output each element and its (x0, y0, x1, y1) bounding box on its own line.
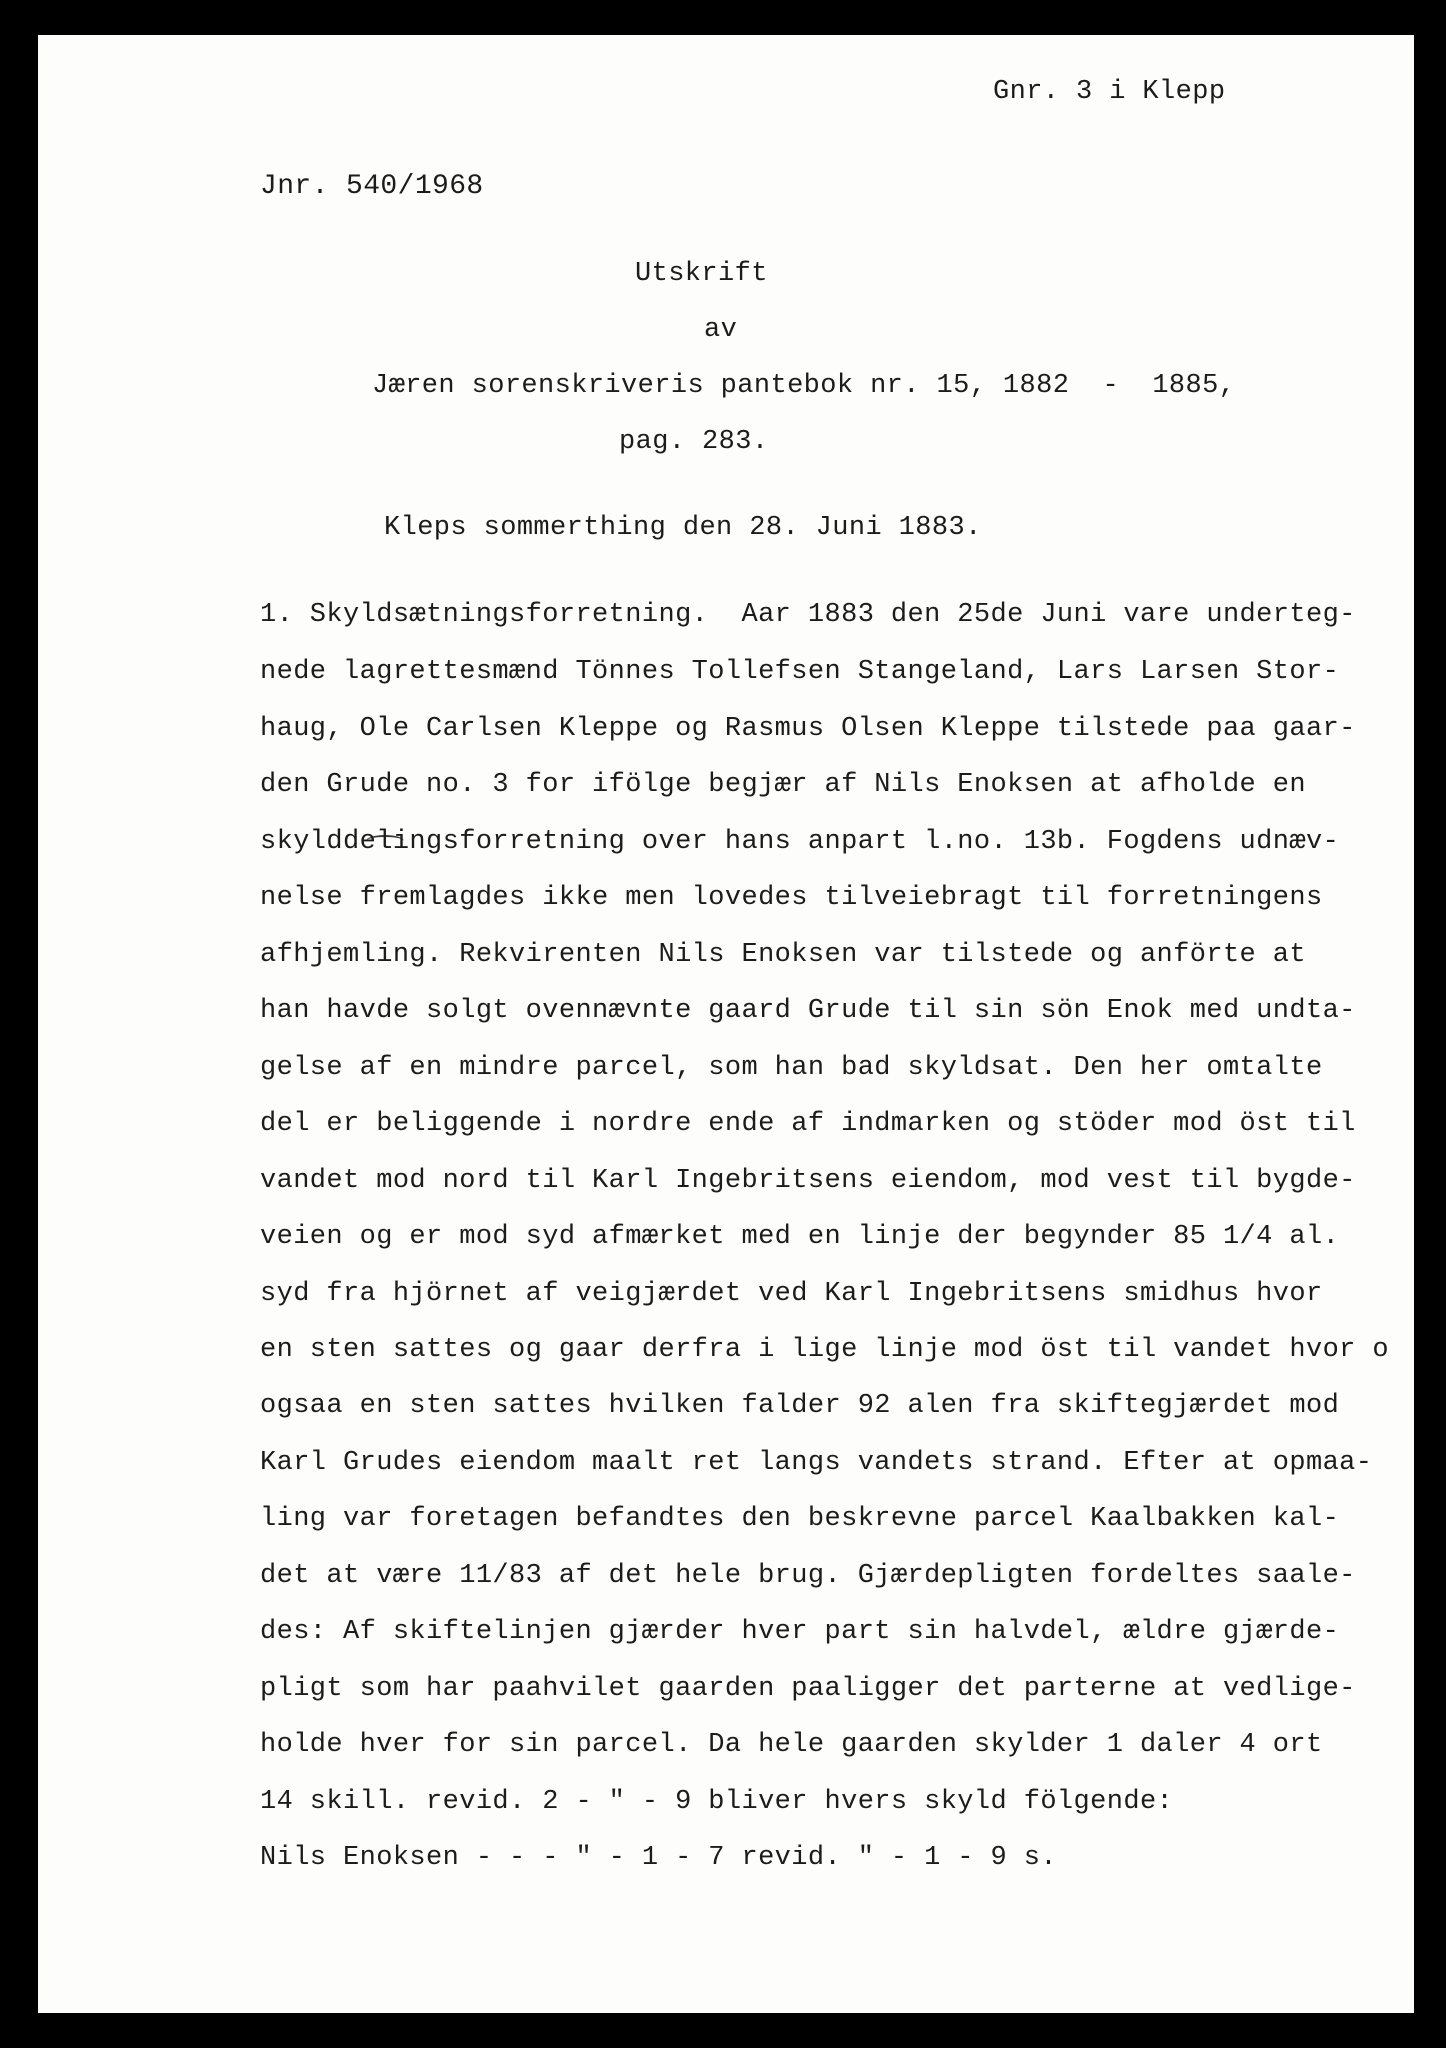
body-line: holde hver for sin parcel. Da hele gaarden skylder 1 daler 4 ort (260, 1730, 1323, 1760)
body-line: 14 skill. revid. 2 - " - 9 bliver hvers skyld fölgende: (260, 1787, 1174, 1817)
body-line: syd fra hjörnet af veigjærdet ved Karl Ingebritsens smidhus hvor (260, 1279, 1323, 1309)
body-line: vandet mod nord til Karl Ingebritsens eiendom, mod vest til bygde- (260, 1166, 1356, 1196)
body-line: ogsaa en sten sattes hvilken falder 92 alen fra skiftegjærdet mod (260, 1391, 1340, 1421)
body-line: afhjemling. Rekvirenten Nils Enoksen var tilstede og anförte at (260, 940, 1306, 970)
body-line: del er beliggende i nordre ende af indmarken og stöder mod öst til (260, 1109, 1356, 1139)
body-line: Nils Enoksen - - - " - 1 - 7 revid. " - 1 - 9 s. (260, 1843, 1057, 1873)
body-line: det at være 11/83 af det hele brug. Gjærdepligten fordeltes saale- (260, 1561, 1356, 1591)
body-line: veien og er mod syd afmærket med en linje der begynder 85 1/4 al. (260, 1222, 1340, 1252)
page-reference: pag. 283. (619, 427, 769, 457)
body-line: ling var foretagen befandtes den beskrevne parcel Kaalbakken kal- (260, 1504, 1340, 1534)
document-title: Utskrift (635, 259, 768, 289)
session-heading: Kleps sommerthing den 28. Juni 1883. (384, 513, 982, 543)
body-line: den Grude no. 3 for ifölge begjær af Nils Enoksen at afholde en (260, 770, 1306, 800)
title-av: av (704, 315, 738, 345)
source-reference: Jæren sorenskriveris pantebok nr. 15, 1882 - 1885, (372, 371, 1236, 401)
body-line: 1. Skyldsætningsforretning. Aar 1883 den 25de Juni vare underteg- (260, 600, 1356, 630)
document-page (38, 35, 1414, 2013)
body-line: Karl Grudes eiendom maalt ret langs vandets strand. Efter at opmaa- (260, 1448, 1373, 1478)
body-line: gelse af en mindre parcel, som han bad skyldsat. Den her omtalte (260, 1053, 1323, 1083)
journal-number: Jnr. 540/1968 (260, 171, 484, 202)
body-line: des: Af skiftelinjen gjærder hver part sin halvdel, ældre gjærde- (260, 1617, 1340, 1647)
body-line: skylddelingsforretning over hans anpart l.no. 13b. Fogdens udnæv- (260, 827, 1340, 857)
body-line: nelse fremlagdes ikke men lovedes tilveiebragt til forretningens (260, 883, 1323, 913)
body-line: nede lagrettesmænd Tönnes Tollefsen Stangeland, Lars Larsen Stor- (260, 657, 1340, 687)
body-line: haug, Ole Carlsen Kleppe og Rasmus Olsen Kleppe tilstede paa gaar- (260, 714, 1356, 744)
body-line: han havde solgt ovennævnte gaard Grude til sin sön Enok med undta- (260, 996, 1356, 1026)
body-line: pligt som har paahvilet gaarden paaligger det parterne at vedlige- (260, 1674, 1356, 1704)
body-line: en sten sattes og gaar derfra i lige linje mod öst til vandet hvor o (260, 1335, 1389, 1365)
farm-reference: Gnr. 3 i Klepp (993, 77, 1226, 107)
